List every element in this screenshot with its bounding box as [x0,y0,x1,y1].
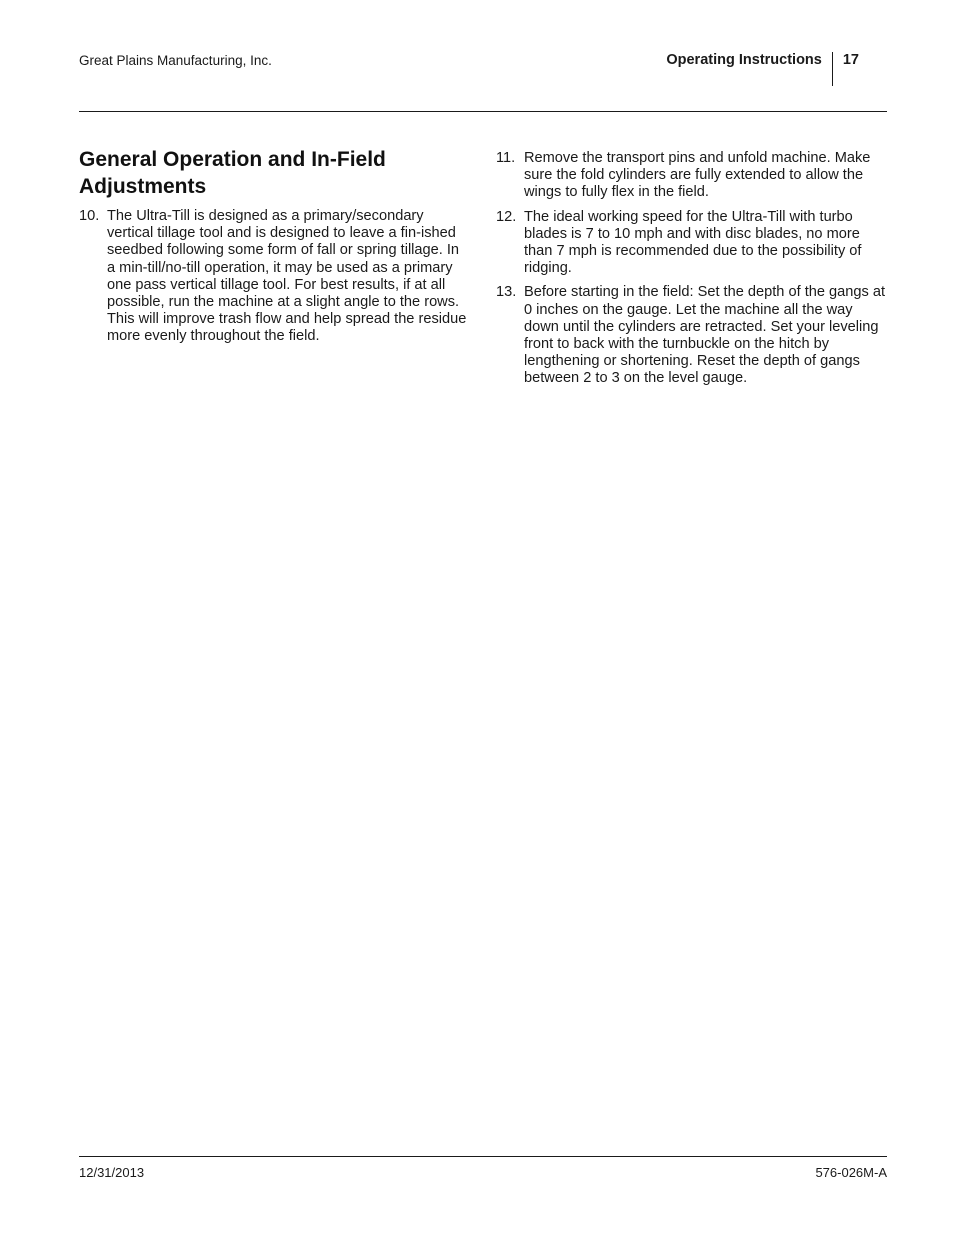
list-item-text: Remove the transport pins and unfold machine. Make sure the fold cylinders are fully extended to allow the wings to fully flex in the field. [524,150,871,201]
list-item-text: The ideal working speed for the Ultra-Till with turbo blades is 7 to 10 mph and with disc blades, no more than 7 mph is recommended due to the possibility of ridging. [524,208,862,277]
right-column [496,150,888,395]
list-item [496,284,888,387]
header-rule [79,111,887,112]
list-item-number: 12. [496,208,517,225]
footer-rule [79,1156,887,1157]
list-item-number: 13. [496,284,517,301]
header-section-title: Operating Instructions [666,52,822,68]
header-divider [832,52,833,86]
header-section-block [666,52,859,86]
list-item-number: 10. [79,208,100,224]
left-column [79,146,471,353]
list-item-text: The Ultra-Till is designed as a primary/secondary vertical tillage tool and is designed to leave a fin-ished seedbed following some form of fall or spring tillage. In a min-till/no-till operation, it may be used as a primary one pass vertical tillage tool. For best results, if at all possible, run the machine at a slight angle to the rows. This will improve trash flow and help spread the residue more evenly throughout the field. [107,208,467,345]
footer-date: 12/31/2013 [79,1165,145,1180]
list-item-number: 11. [496,150,516,166]
header-company: Great Plains Manufacturing, Inc. [79,53,272,68]
footer-doc-number: 576-026M-A [815,1165,887,1180]
list-item [496,150,888,202]
list-item [79,208,471,346]
list-item [496,209,888,278]
page-number: 17 [842,52,859,68]
list-item-text: Before starting in the field: Set the depth of the gangs at 0 inches on the gauge. Let the machine all the way down until the cylinders are retracted. Set your leveling front to back with the turnbuckle on the hitch by lengthening or shortening. Reset the depth of gangs between 2 to 3 on the level gauge. [524,284,886,387]
section-title: General Operation and In-Field Adjustments [79,148,386,198]
